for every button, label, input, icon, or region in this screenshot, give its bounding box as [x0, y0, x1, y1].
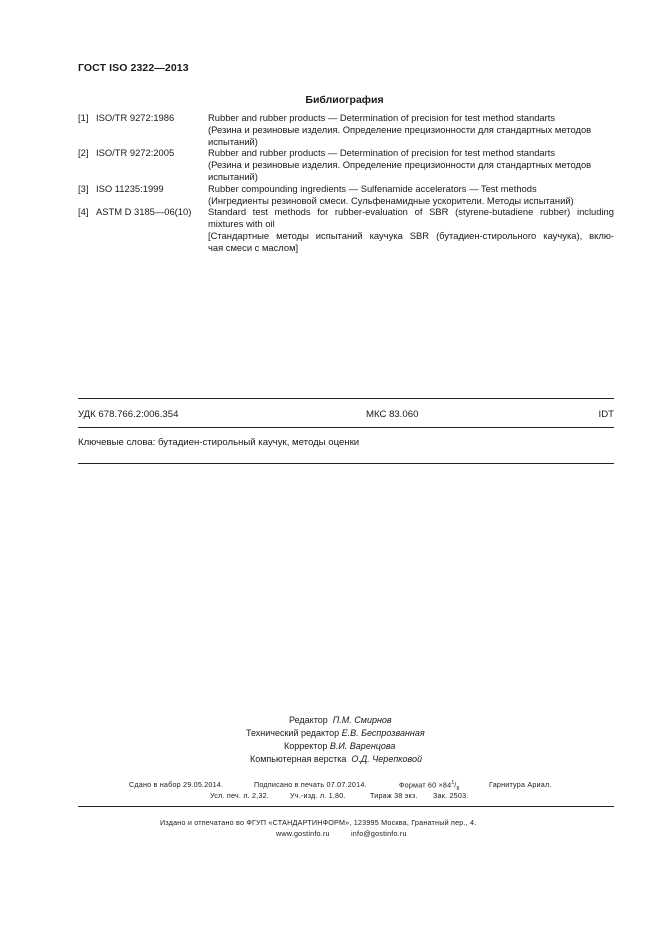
print-sheets: Усл. печ. л. 2,32.: [210, 791, 270, 800]
entry-code: ISO/TR 9272:1986: [96, 112, 175, 123]
keywords: Ключевые слова: бутадиен-стирольный каучук, методы оценки: [78, 437, 360, 448]
entry-line: Rubber compounding ingredients — Sulfenamide accelerators — Test methods: [208, 182, 537, 194]
entry-number: [3]: [78, 182, 89, 194]
format-denominator: 8: [456, 785, 460, 792]
entry-line: (Резина и резиновые изделия. Определение прецизионности для стандартных методов: [208, 159, 592, 171]
entry-line: mixtures with oil: [208, 218, 275, 230]
entry-line: испытаний): [208, 135, 258, 147]
entry-line: (Резина и резиновые изделия. Определение прецизионности для стандартных методов: [208, 123, 592, 135]
entry-line: Standard test methods for rubber-evaluation of SBR (styrene-butadiene rubber) including: [208, 206, 614, 218]
entry-line: Rubber and rubber products — Determination of precision for test method standarts: [208, 112, 556, 123]
bibliography-entry: [78, 147, 614, 182]
bibliography-entry: [78, 206, 614, 253]
credit-tech-editor: [246, 727, 425, 740]
bibliography-list: [78, 112, 614, 254]
udk-code: УДК 678.766.2:006.354: [78, 409, 179, 420]
entry-line: [Стандартные методы испытаний каучука SBR (бутадиен-стирольного каучука), вклю-: [208, 229, 614, 241]
idt-label: IDT: [598, 409, 614, 420]
divider-top: [78, 398, 614, 399]
entry-number: [1]: [78, 112, 89, 123]
publisher-address: Издано и отпечатано во ФГУП «СТАНДАРТИНФОРМ», 123995 Москва, Гранатный пер., 4.: [160, 818, 477, 827]
entry-code: ISO 11235:1999: [96, 182, 164, 194]
divider-middle: [78, 427, 614, 428]
entry-text: [208, 183, 614, 207]
print-run: Тираж 38 экз.: [370, 791, 418, 800]
credit-corrector: [284, 740, 395, 753]
order-number: Зак. 2503.: [433, 791, 469, 800]
entry-line: Rubber and rubber products — Determination of precision for test method standarts: [208, 147, 556, 159]
submitted-date: Сдано в набор 29.05.2014.: [129, 780, 224, 789]
signed-date: Подписано в печать 07.07.2014.: [254, 780, 367, 789]
divider-keywords: [78, 463, 614, 464]
credit-role: Технический редактор: [246, 728, 340, 738]
entry-line: (Ингредиенты резиновой смеси. Сульфенамидные ускорители. Методы испытаний): [208, 194, 574, 206]
bibliography-entry: [78, 112, 614, 147]
entry-number: [2]: [78, 147, 89, 159]
credit-role: Компьютерная верстка: [250, 754, 347, 764]
credit-editor: [289, 714, 392, 727]
credit-role: Редактор: [289, 715, 328, 725]
entry-number: [4]: [78, 206, 89, 218]
bibliography-entry: [78, 183, 614, 207]
credit-person: П.М. Смирнов: [332, 715, 392, 725]
entry-code: ISO/TR 9272:2005: [96, 147, 175, 159]
format-info: Формат $60 \times 84^1/_8$: [399, 780, 460, 792]
format-label: Формат 60 ×84: [399, 780, 452, 790]
publishing-sheets: Уч.-изд. л. 1,80.: [290, 791, 346, 800]
mks-code: МКС 83.060: [366, 409, 419, 420]
entry-line: испытаний): [208, 170, 258, 182]
bibliography-title: Библиография: [305, 94, 384, 106]
publisher-website[interactable]: www.gostinfo.ru: [276, 829, 330, 838]
entry-text: [208, 112, 614, 147]
divider-bottom: [78, 806, 614, 807]
format-numerator: 1: [451, 780, 455, 786]
entry-line: чая смеси с маслом]: [208, 241, 299, 253]
typeface: Гарнитура Ариал.: [489, 780, 552, 789]
credit-person: Е.В. Беспрозванная: [341, 728, 425, 738]
publisher-email[interactable]: info@gostinfo.ru: [351, 829, 407, 838]
entry-text: [208, 147, 614, 182]
entry-text: [208, 206, 614, 253]
standard-id: ГОСТ ISO 2322—2013: [78, 62, 189, 74]
credit-layout: [250, 753, 422, 766]
credit-person: О.Д. Черепковой: [351, 754, 423, 764]
entry-code: ASTM D 3185—06(10): [96, 206, 192, 218]
credit-person: В.И. Варенцова: [329, 741, 396, 751]
credit-role: Корректор: [284, 741, 328, 751]
